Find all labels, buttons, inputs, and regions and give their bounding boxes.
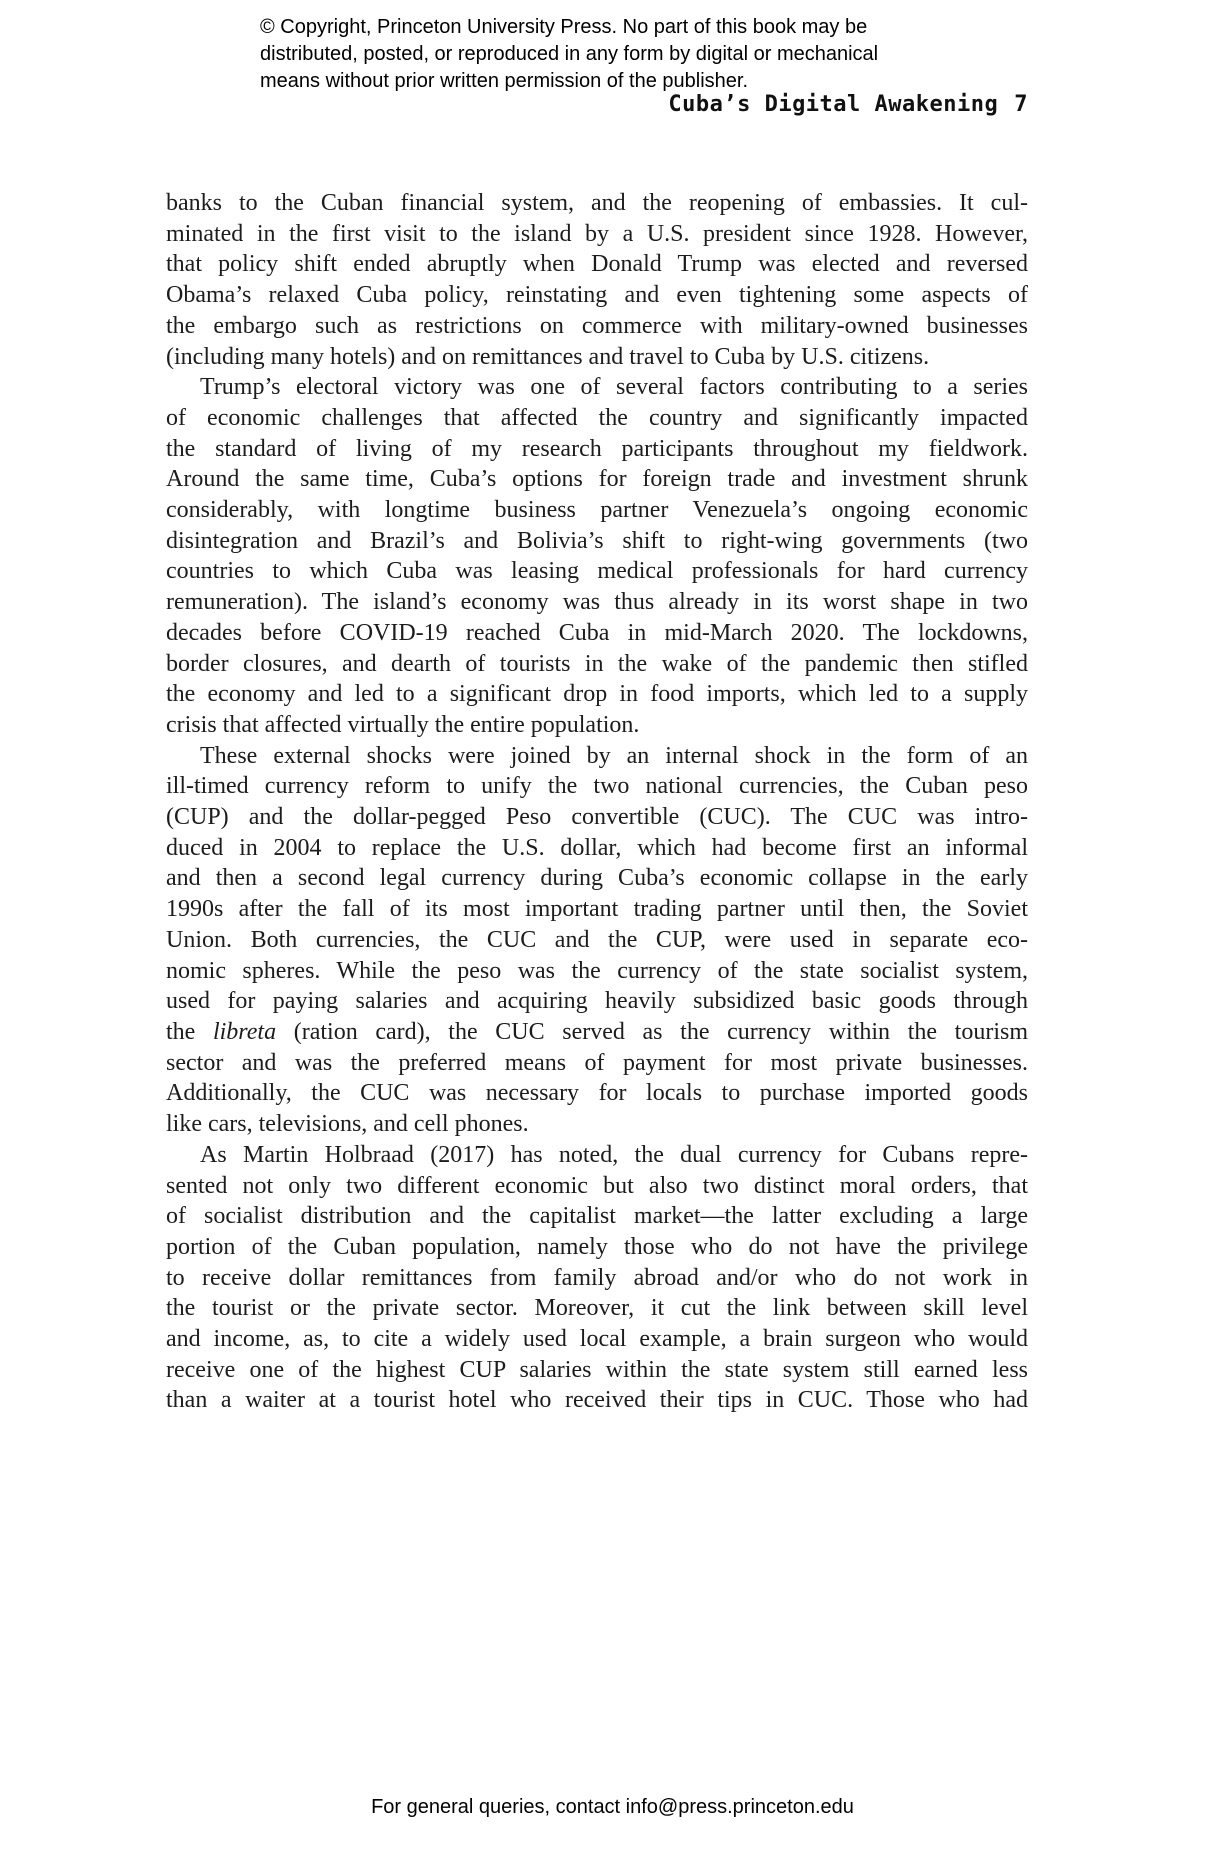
body-line: border closures, and dearth of tourists in the wake of the pandemic then stifled: [166, 650, 1028, 677]
body-line: sented not only two different economic but also two distinct moral orders, that: [166, 1172, 1028, 1199]
body-line: countries to which Cuba was leasing medical professionals for hard currency: [166, 558, 1028, 585]
body-line: (including many hotels) and on remittances and travel to Cuba by U.S. citizens.: [166, 343, 930, 370]
body-line: considerably, with longtime business partner Venezuela’s ongoing economic: [166, 497, 1028, 524]
body-line: minated in the first visit to the island by a U.S. president since 1928. However,: [166, 220, 1028, 247]
body-line: and then a second legal currency during Cuba’s economic collapse in the early: [166, 865, 1028, 892]
body-line: Trump’s electoral victory was one of several factors contributing to a series: [200, 374, 1028, 401]
body-line: As Martin Holbraad (2017) has noted, the dual currency for Cubans repre-: [200, 1141, 1028, 1168]
body-line: These external shocks were joined by an internal shock in the form of an: [200, 742, 1028, 769]
body-line: than a waiter at a tourist hotel who received their tips in CUC. Those who had: [166, 1387, 1028, 1414]
paragraph: [166, 1140, 1028, 1416]
body-line: that policy shift ended abruptly when Donald Trump was elected and reversed: [166, 251, 1028, 278]
body-line: Around the same time, Cuba’s options for foreign trade and investment shrunk: [166, 466, 1028, 493]
body-line: to receive dollar remittances from family abroad and/or who do not work in: [166, 1264, 1028, 1291]
body-line: decades before COVID-19 reached Cuba in mid-March 2020. The lockdowns,: [166, 619, 1028, 646]
body-line: Additionally, the CUC was necessary for locals to purchase imported goods: [166, 1080, 1028, 1107]
body-line: banks to the Cuban financial system, and the reopening of embassies. It cul-: [166, 190, 1028, 216]
body-line: portion of the Cuban population, namely those who do not have the privilege: [166, 1233, 1028, 1260]
body-line: ill-timed currency reform to unify the two national currencies, the Cuban peso: [166, 773, 1028, 800]
running-head: [668, 92, 1028, 117]
body-line: the tourist or the private sector. Moreover, it cut the link between skill level: [166, 1295, 1028, 1322]
body-line: crisis that affected virtually the entire population.: [166, 711, 640, 738]
copyright-notice: [260, 14, 920, 95]
body-line: of economic challenges that affected the country and significantly impacted: [166, 404, 1028, 431]
body-line: 1990s after the fall of its most important trading partner until then, the Soviet: [166, 896, 1028, 923]
copyright-line: © Copyright, Princeton University Press. No part of this book may be: [260, 16, 868, 38]
body-line: used for paying salaries and acquiring heavily subsidized basic goods through: [166, 988, 1028, 1015]
body-line: (CUP) and the dollar-pegged Peso convertible (CUC). The CUC was intro-: [166, 804, 1028, 831]
body-line: sector and was the preferred means of payment for most private businesses.: [166, 1049, 1028, 1076]
body-line: like cars, televisions, and cell phones.: [166, 1111, 529, 1138]
paragraph: [166, 188, 1028, 372]
copyright-line: distributed, posted, or reproduced in any form by digital or mechanical: [260, 43, 879, 65]
body-line: the economy and led to a significant drop in food imports, which led to a supply: [166, 681, 1028, 708]
body-line: receive one of the highest CUP salaries within the state system still earned less: [166, 1356, 1028, 1383]
copyright-line: means without prior written permission of the publisher.: [260, 70, 749, 92]
body-line: and income, as, to cite a widely used local example, a brain surgeon who would: [166, 1326, 1028, 1353]
body-line: duced in 2004 to replace the U.S. dollar, which had become first an informal: [166, 834, 1028, 861]
running-head-title: Cuba’s Digital Awakening: [668, 92, 999, 117]
paragraph: [166, 741, 1028, 1140]
body-line: of socialist distribution and the capitalist market—the latter excluding a large: [166, 1203, 1028, 1230]
body-text: [166, 188, 1028, 1416]
body-line: disintegration and Brazil’s and Bolivia’s shift to right-wing governments (two: [166, 527, 1028, 554]
body-line: the standard of living of my research participants throughout my fieldwork.: [166, 435, 1028, 462]
body-line: the embargo such as restrictions on commerce with military-owned businesses: [166, 312, 1028, 339]
footer-queries-note: For general queries, contact info@press.princeton.edu: [371, 1796, 854, 1818]
body-line: remuneration). The island’s economy was thus already in its worst shape in two: [166, 589, 1028, 616]
page-number: 7: [1014, 92, 1028, 117]
body-line: Obama’s relaxed Cuba policy, reinstating and even tightening some aspects of: [166, 282, 1028, 309]
paragraph: [166, 372, 1028, 740]
body-line: Union. Both currencies, the CUC and the CUP, were used in separate eco-: [166, 926, 1028, 953]
body-line: nomic spheres. While the peso was the currency of the state socialist system,: [166, 957, 1028, 984]
body-line: the libreta (ration card), the CUC served as the currency within the tourism: [166, 1018, 1028, 1045]
